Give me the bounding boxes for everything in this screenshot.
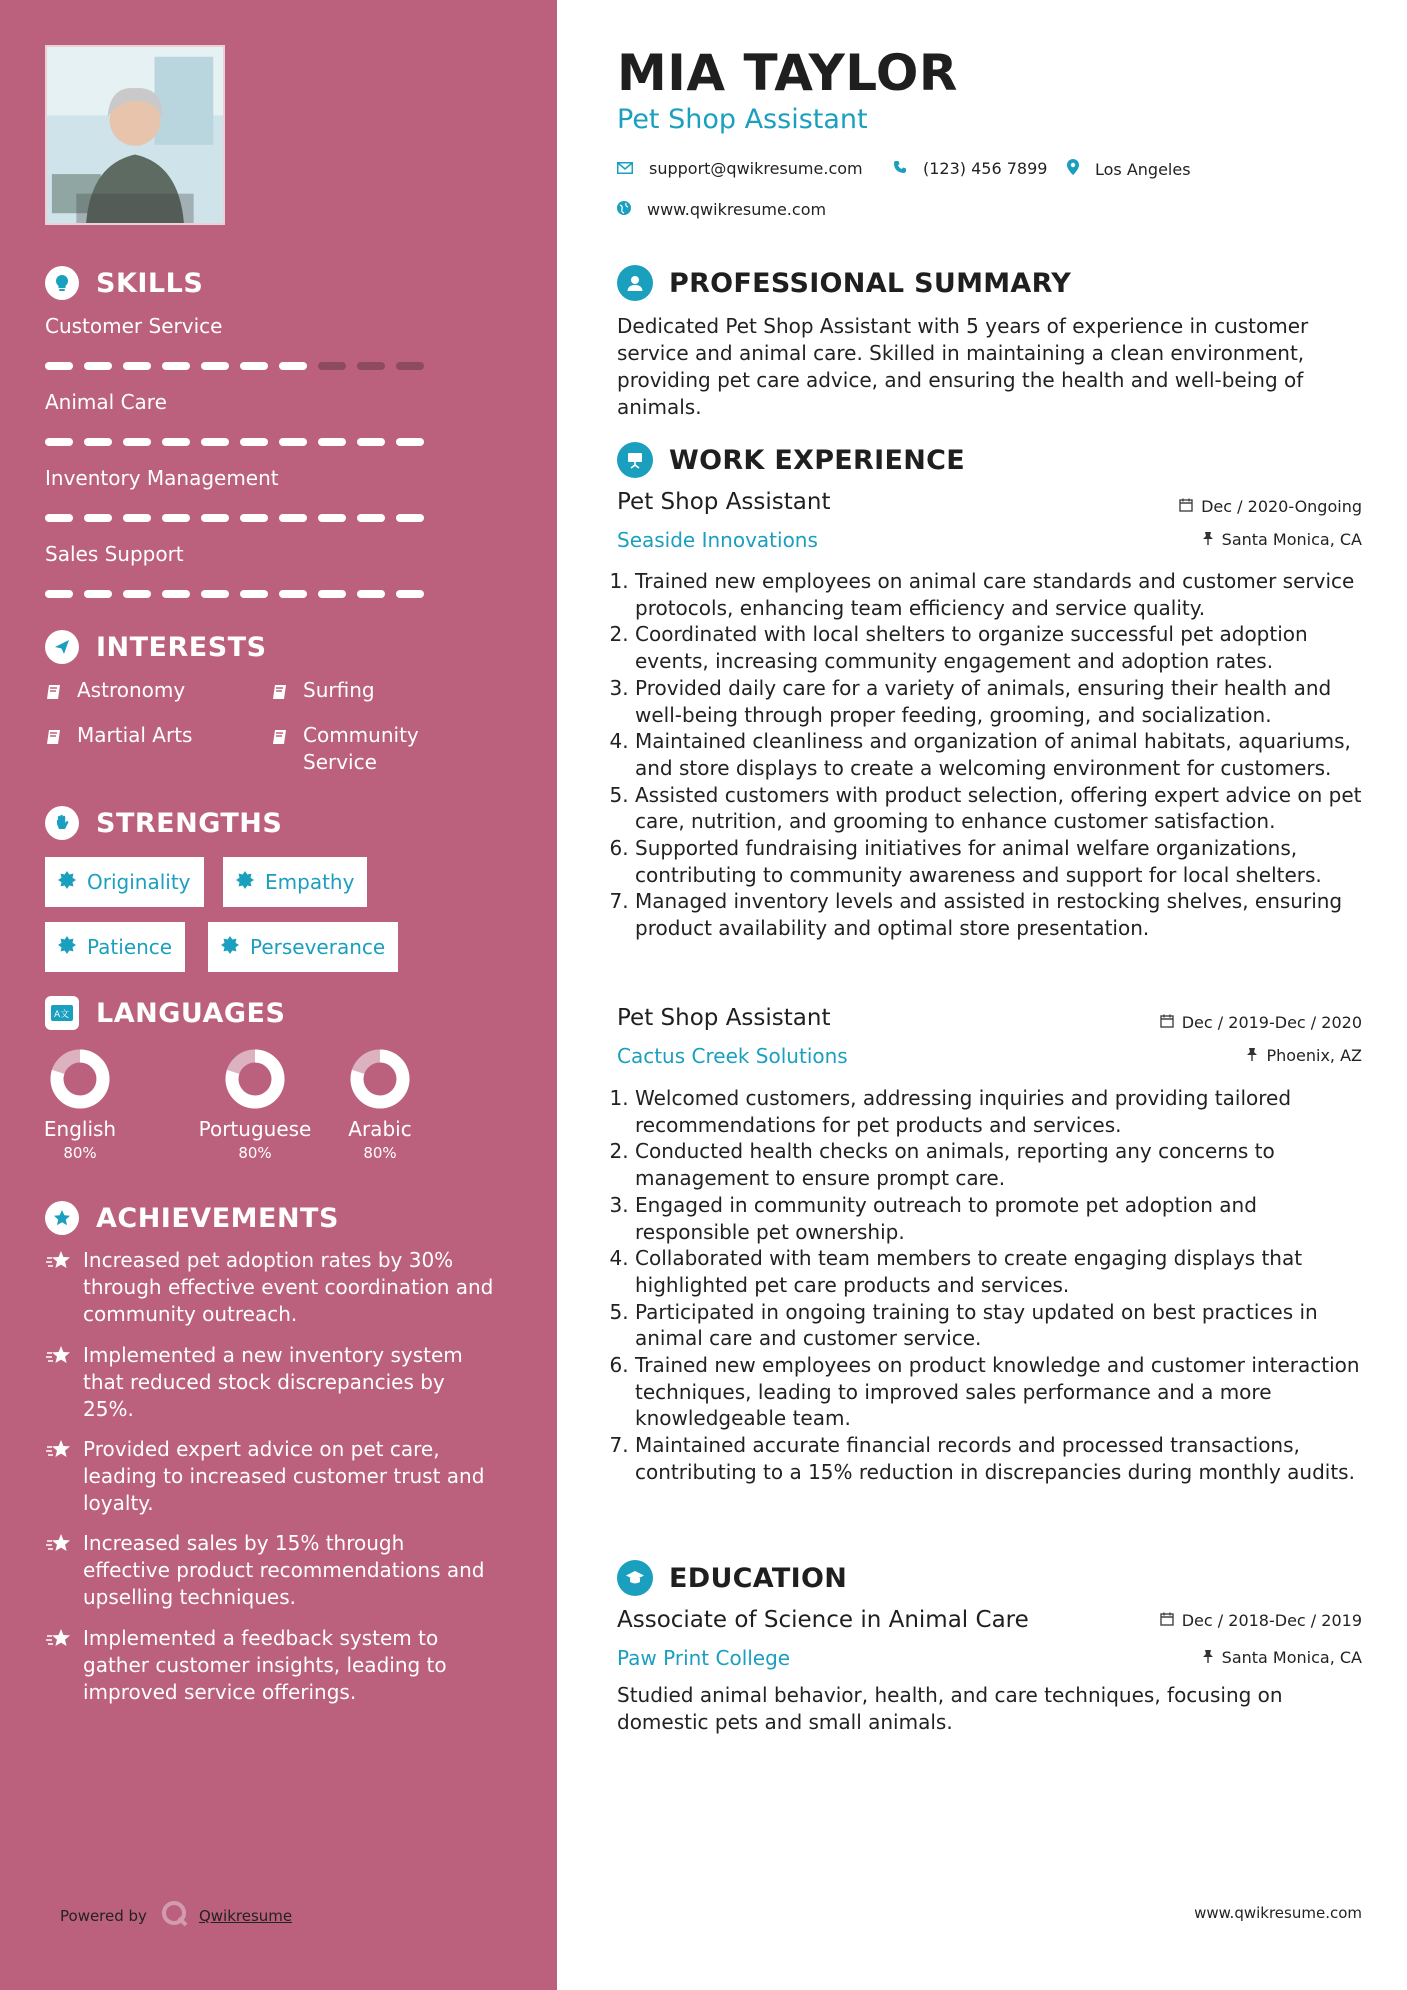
website-text: www.qwikresume.com [647,200,827,219]
language-donut [348,1047,412,1111]
powered-by [60,1900,292,1932]
duty-item: 3. Engaged in community outreach to promote pet adoption and responsible pet ownership. [635,1192,1362,1245]
book-icon [271,681,289,708]
interests-heading [45,630,267,664]
rating-dash-filled [84,514,112,522]
summary-text: Dedicated Pet Shop Assistant with 5 years of experience in customer service and animal care. Skilled in maintaining a clean environment, providing pet care advice, and ensuring the health and well-being of animals. [617,314,1309,419]
job-role: Pet Shop Assistant [617,489,831,515]
contact-email[interactable] [617,159,863,178]
strength-chip [208,922,398,972]
badge-icon [235,870,255,895]
education-degree: Associate of Science in Animal Care [617,1607,1029,1633]
rating-dash-filled [279,590,307,598]
achievement-item [45,1530,495,1611]
rating-dash-filled [162,362,190,370]
job-role: Pet Shop Assistant [617,1005,831,1031]
rating-dash-filled [318,514,346,522]
job-location [1246,1046,1362,1065]
duty-item: 3. Provided daily care for a variety of animals, ensuring their health and well-being through proper feeding, grooming, and socialization. [635,675,1362,728]
star-burst-icon [45,1532,83,1611]
education-dates-text: Dec / 2018-Dec / 2019 [1181,1611,1362,1630]
skills-title: SKILLS [96,267,204,299]
strength-label: Originality [87,870,191,894]
rating-dash-filled [123,514,151,522]
job-dates [1160,1013,1362,1032]
powered-label: Powered by [60,1907,147,1925]
rating-dash-filled [201,514,229,522]
skill-item [45,542,445,566]
calendar-icon [1160,1013,1174,1032]
strength-label: Patience [87,935,173,959]
badge-icon [57,870,77,895]
qwikresume-link[interactable]: Qwikresume [198,1907,293,1925]
rating-dash-filled [279,438,307,446]
book-icon [271,726,289,753]
rating-dash-filled [84,590,112,598]
rating-dash-filled [201,590,229,598]
calendar-icon [1160,1611,1174,1630]
duty-item: 7. Maintained accurate financial records and processed transactions, contributing to a 15% reduction in discrepancies during monthly audits. [635,1432,1362,1485]
duty-item: 4. Maintained cleanliness and organization of animal habitats, aquariums, and store displays to create a welcoming environment for customers. [635,728,1362,781]
envelope-icon [617,159,633,178]
duty-item: 6. Trained new employees on product knowledge and customer interaction techniques, leading to improved sales performance and a more knowledgeable team. [635,1352,1362,1432]
duty-item: 4. Collaborated with team members to create engaging displays that highlighted pet care products and services. [635,1245,1362,1298]
rating-dash-filled [84,438,112,446]
achievement-item [45,1625,495,1706]
achievement-text: Provided expert advice on pet care, leading to increased customer trust and loyalty. [83,1437,485,1515]
achievement-item [45,1342,495,1423]
rating-dash-filled [123,362,151,370]
svg-text:A文: A文 [54,1010,70,1020]
rating-dash-filled [240,438,268,446]
experience-title: WORK EXPERIENCE [669,444,965,476]
duty-item: 5. Assisted customers with product selection, offering expert advice on pet care, nutrition, and grooming to enhance customer satisfaction. [635,782,1362,835]
rating-dash-filled [45,514,73,522]
achievement-text: Implemented a new inventory system that reduced stock discrepancies by 25%. [83,1343,463,1421]
phone-icon [893,159,907,178]
duty-item: 5. Participated in ongoing training to stay updated on best practices in animal care and customer service. [635,1299,1362,1352]
rating-dash-filled [357,590,385,598]
candidate-name: MIA TAYLOR [617,44,958,102]
job-company: Seaside Innovations [617,528,818,552]
job-location-text: Santa Monica, CA [1221,530,1362,549]
skill-item [45,390,445,414]
experience-heading [617,442,965,478]
achievement-item [45,1247,495,1328]
skill-rating [45,438,424,446]
interest-item [45,677,185,708]
skills-heading [45,266,203,300]
star-burst-icon [45,1249,83,1328]
duty-item: 2. Conducted health checks on animals, reporting any concerns to management to ensure prompt care. [635,1138,1362,1191]
rating-dash-filled [123,590,151,598]
languages-title: LANGUAGES [96,997,286,1029]
pushpin-icon [1246,1046,1258,1065]
achievements-heading [45,1201,339,1235]
rating-dash-filled [201,438,229,446]
phone-text: (123) 456 7899 [923,159,1048,178]
rating-dash-filled [201,362,229,370]
location-text: Los Angeles [1095,159,1191,179]
strengths-title: STRENGTHS [96,807,283,839]
summary-title: PROFESSIONAL SUMMARY [669,267,1072,299]
footer-url[interactable]: www.qwikresume.com [1194,1904,1362,1922]
interest-item [271,677,375,708]
rating-dash-filled [396,438,424,446]
rating-dash-filled [123,438,151,446]
achievement-text: Implemented a feedback system to gather customer insights, leading to improved service offerings. [83,1626,447,1704]
job-dates [1179,497,1362,516]
rating-dash-filled [357,438,385,446]
achievement-text: Increased pet adoption rates by 30% through effective event coordination and community outreach. [83,1248,494,1326]
skill-rating [45,362,424,370]
interest-label: Astronomy [77,678,186,702]
pushpin-icon [1202,530,1214,549]
skill-name: Inventory Management [45,466,279,490]
badge-icon [57,935,77,960]
summary-heading [617,265,1071,301]
interest-item [271,722,431,776]
rating-dash-filled [240,514,268,522]
email-text: support@qwikresume.com [649,159,863,178]
interests-title: INTERESTS [96,631,267,663]
duty-item: 2. Coordinated with local shelters to organize successful pet adoption events, increasing community engagement and adoption rates. [635,621,1362,674]
candidate-title: Pet Shop Assistant [617,104,868,135]
strengths-heading [45,806,282,840]
book-icon [45,726,63,753]
rating-dash-filled [162,590,190,598]
rating-dash-filled [240,362,268,370]
strength-chip [223,857,367,907]
profile-photo [45,45,225,225]
strength-chip [45,857,204,907]
achievement-text: Increased sales by 15% through effective product recommendations and upselling techniques. [83,1531,485,1609]
badge-icon [220,935,240,960]
rating-dash-filled [45,438,73,446]
rating-dash-filled [318,590,346,598]
star-burst-icon [45,1438,83,1517]
language-donut [223,1047,287,1111]
skill-rating [45,514,424,522]
interest-item [45,722,192,753]
skill-item [45,466,445,490]
education-description: Studied animal behavior, health, and care techniques, focusing on domestic pets and small animals. [617,1683,1283,1734]
rating-dash-filled [396,590,424,598]
interest-label: Martial Arts [77,723,193,747]
rating-dash-filled [279,362,307,370]
strength-label: Perseverance [250,935,386,959]
rating-dash-filled [318,438,346,446]
interest-label: Surfing [303,678,375,702]
star-icon [45,1201,79,1235]
rating-dash-empty [396,362,424,370]
job-duties [617,1085,1362,1486]
education-location-text: Santa Monica, CA [1221,1648,1362,1667]
user-icon [617,265,653,301]
rating-dash-filled [45,590,73,598]
language-percent: 80% [238,1144,272,1162]
presentation-icon [617,442,653,478]
star-burst-icon [45,1344,83,1423]
pushpin-icon [1202,1648,1214,1667]
education-title: EDUCATION [669,1562,848,1594]
contact-website[interactable] [617,200,826,219]
skill-rating [45,590,424,598]
job-duties [617,568,1362,942]
star-burst-icon [45,1627,83,1706]
strength-label: Empathy [265,870,355,894]
rating-dash-filled [84,362,112,370]
rating-dash-filled [240,590,268,598]
rating-dash-filled [162,438,190,446]
language-name: Portuguese [198,1117,312,1141]
contact-location [1067,159,1191,179]
rating-dash-filled [162,514,190,522]
language-donut [48,1047,112,1111]
education-school: Paw Print College [617,1646,791,1670]
skill-item [45,314,445,338]
interest-label: Community Service [303,723,419,774]
job-company: Cactus Creek Solutions [617,1044,848,1068]
duty-item: 7. Managed inventory levels and assisted in restocking shelves, ensuring product availability and optimal store presentation. [635,888,1362,941]
languages-heading [45,996,285,1030]
education-location [1202,1648,1362,1667]
lightbulb-icon [45,266,79,300]
language-name: Arabic [348,1117,412,1141]
skill-name: Sales Support [45,542,184,566]
skill-name: Animal Care [45,390,167,414]
calendar-icon [1179,497,1193,516]
language-percent: 80% [63,1144,97,1162]
rating-dash-filled [357,514,385,522]
job-location [1202,530,1362,549]
paper-plane-icon [45,630,79,664]
education-dates [1160,1611,1362,1630]
skill-name: Customer Service [45,314,223,338]
strength-chip [45,922,185,972]
language-percent: 80% [363,1144,397,1162]
translate-icon [45,996,79,1030]
job-location-text: Phoenix, AZ [1266,1046,1362,1065]
language-name: English [43,1117,117,1141]
qwikresume-logo-icon [161,1900,189,1932]
contact-phone[interactable] [893,159,1047,178]
rating-dash-empty [357,362,385,370]
map-pin-icon [1067,159,1079,179]
job-dates-text: Dec / 2019-Dec / 2020 [1181,1013,1362,1032]
education-heading [617,1560,847,1596]
rating-dash-filled [396,514,424,522]
rating-dash-filled [45,362,73,370]
graduation-cap-icon [617,1560,653,1596]
job-dates-text: Dec / 2020-Ongoing [1201,497,1362,516]
duty-item: 1. Trained new employees on animal care standards and customer service protocols, enhancing team efficiency and service quality. [635,568,1362,621]
language-item [20,1047,140,1162]
rating-dash-empty [318,362,346,370]
language-item [195,1047,315,1162]
duty-item: 6. Supported fundraising initiatives for animal welfare organizations, contributing to community awareness and support for local shelters. [635,835,1362,888]
book-icon [45,681,63,708]
achievement-item [45,1436,495,1517]
sidebar [0,0,557,1990]
hand-icon [45,806,79,840]
language-item [320,1047,440,1162]
globe-icon [617,200,631,219]
rating-dash-filled [279,514,307,522]
achievements-title: ACHIEVEMENTS [96,1202,339,1234]
duty-item: 1. Welcomed customers, addressing inquiries and providing tailored recommendations for pet products and services. [635,1085,1362,1138]
